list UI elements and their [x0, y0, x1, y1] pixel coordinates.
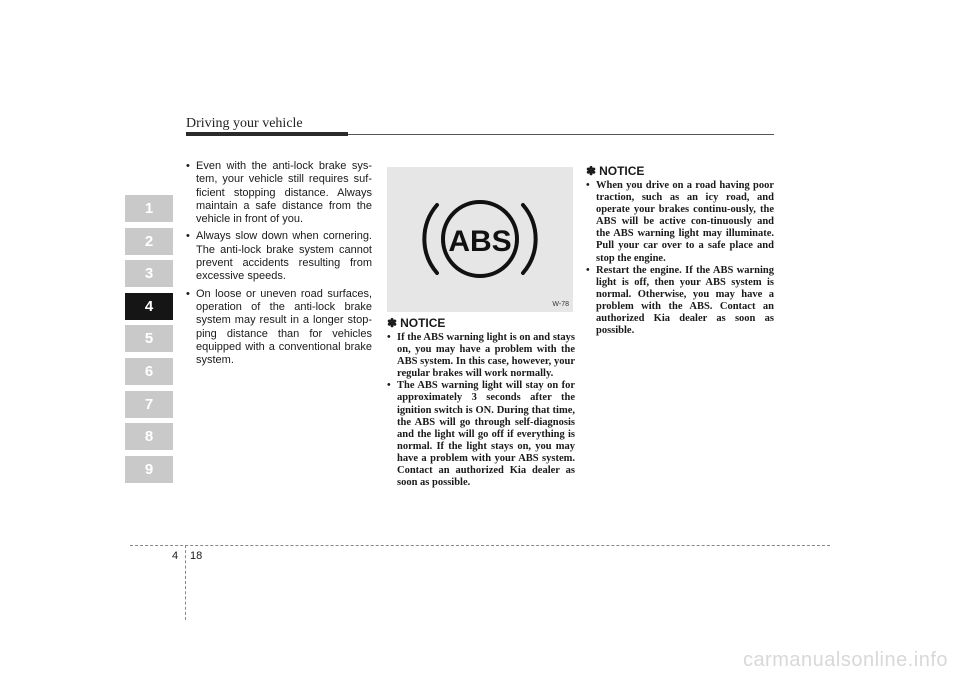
notice-heading: [586, 164, 774, 178]
chapter-tab-9[interactable]: 9: [125, 456, 173, 483]
notice-title: NOTICE: [599, 164, 645, 178]
footer-page-number: 18: [190, 550, 203, 562]
abs-caution-list: [186, 160, 372, 371]
notice-right: [586, 164, 774, 337]
caution-bullet: • Always slow down when cornering. The anti-lock brake system cannot prevent accidents resulting from excessive speeds.: [186, 230, 372, 283]
header-rule-thick: [186, 132, 348, 136]
notice-bullet: • The ABS warning light will stay on for approximately 3 seconds after the ignition switch is ON. During that time, the ABS will go through self-diagnosis and the light will go off if everything is normal. If the light stays on, you may have a problem with your ABS system. Contact an authorized Kia dealer as soon as possible.: [387, 380, 575, 489]
notice-bullet: • When you drive on a road having poor traction, such as an icy road, and operate your brakes continu-ously, the ABS will be active con-tinuously and the ABS warning light may illuminate. Pull your car over to a safe place and stop the engine.: [586, 180, 774, 265]
header-rule-thin: [348, 134, 774, 135]
chapter-tab-5[interactable]: 5: [125, 325, 173, 352]
notice-heading: [387, 316, 575, 330]
chapter-tab-4[interactable]: 4: [125, 293, 173, 320]
chapter-tab-3[interactable]: 3: [125, 260, 173, 287]
notice-bullet: • Restart the engine. If the ABS warning light is off, then your ABS system is normal. Otherwise, you may have a problem with the ABS. Contact an authorized Kia dealer as soon as possible.: [586, 265, 774, 338]
notice-list: [586, 180, 774, 337]
caution-bullet: • Even with the anti-lock brake sys-tem, your vehicle still requires suf-ficient stopping distance. Always maintain a safe distance from the vehicle in front of you.: [186, 160, 372, 226]
notice-list: [387, 332, 575, 489]
notice-left: [387, 316, 575, 489]
page-header-title: Driving your vehicle: [186, 116, 303, 131]
abs-icon-text: ABS: [448, 225, 512, 258]
chapter-tab-7[interactable]: 7: [125, 391, 173, 418]
footer-chapter-number: 4: [172, 550, 179, 562]
notice-bullet: • If the ABS warning light is on and stays on, you may have a problem with the ABS system. In this case, however, your regular brakes will work normally.: [387, 332, 575, 380]
chapter-tab-1[interactable]: 1: [125, 195, 173, 222]
chapter-tabs: [125, 195, 173, 488]
caution-bullet: • On loose or uneven road surfaces, operation of the anti-lock brake system may result in a longer stop-ping distance than for vehicles equipped with a conventional brake system.: [186, 288, 372, 368]
chapter-tab-8[interactable]: 8: [125, 423, 173, 450]
abs-warning-figure: [387, 167, 573, 312]
chapter-tab-2[interactable]: 2: [125, 228, 173, 255]
footer-rule: [130, 545, 830, 546]
notice-star-icon: ✽: [586, 164, 597, 178]
watermark-text: carmanualsonline.info: [742, 649, 948, 671]
notice-star-icon: ✽: [387, 316, 398, 330]
abs-warning-light-icon: [387, 167, 573, 312]
chapter-tab-6[interactable]: 6: [125, 358, 173, 385]
footer-vertical-rule: [185, 545, 186, 620]
notice-title: NOTICE: [400, 316, 446, 330]
figure-code: W-78: [552, 301, 569, 308]
